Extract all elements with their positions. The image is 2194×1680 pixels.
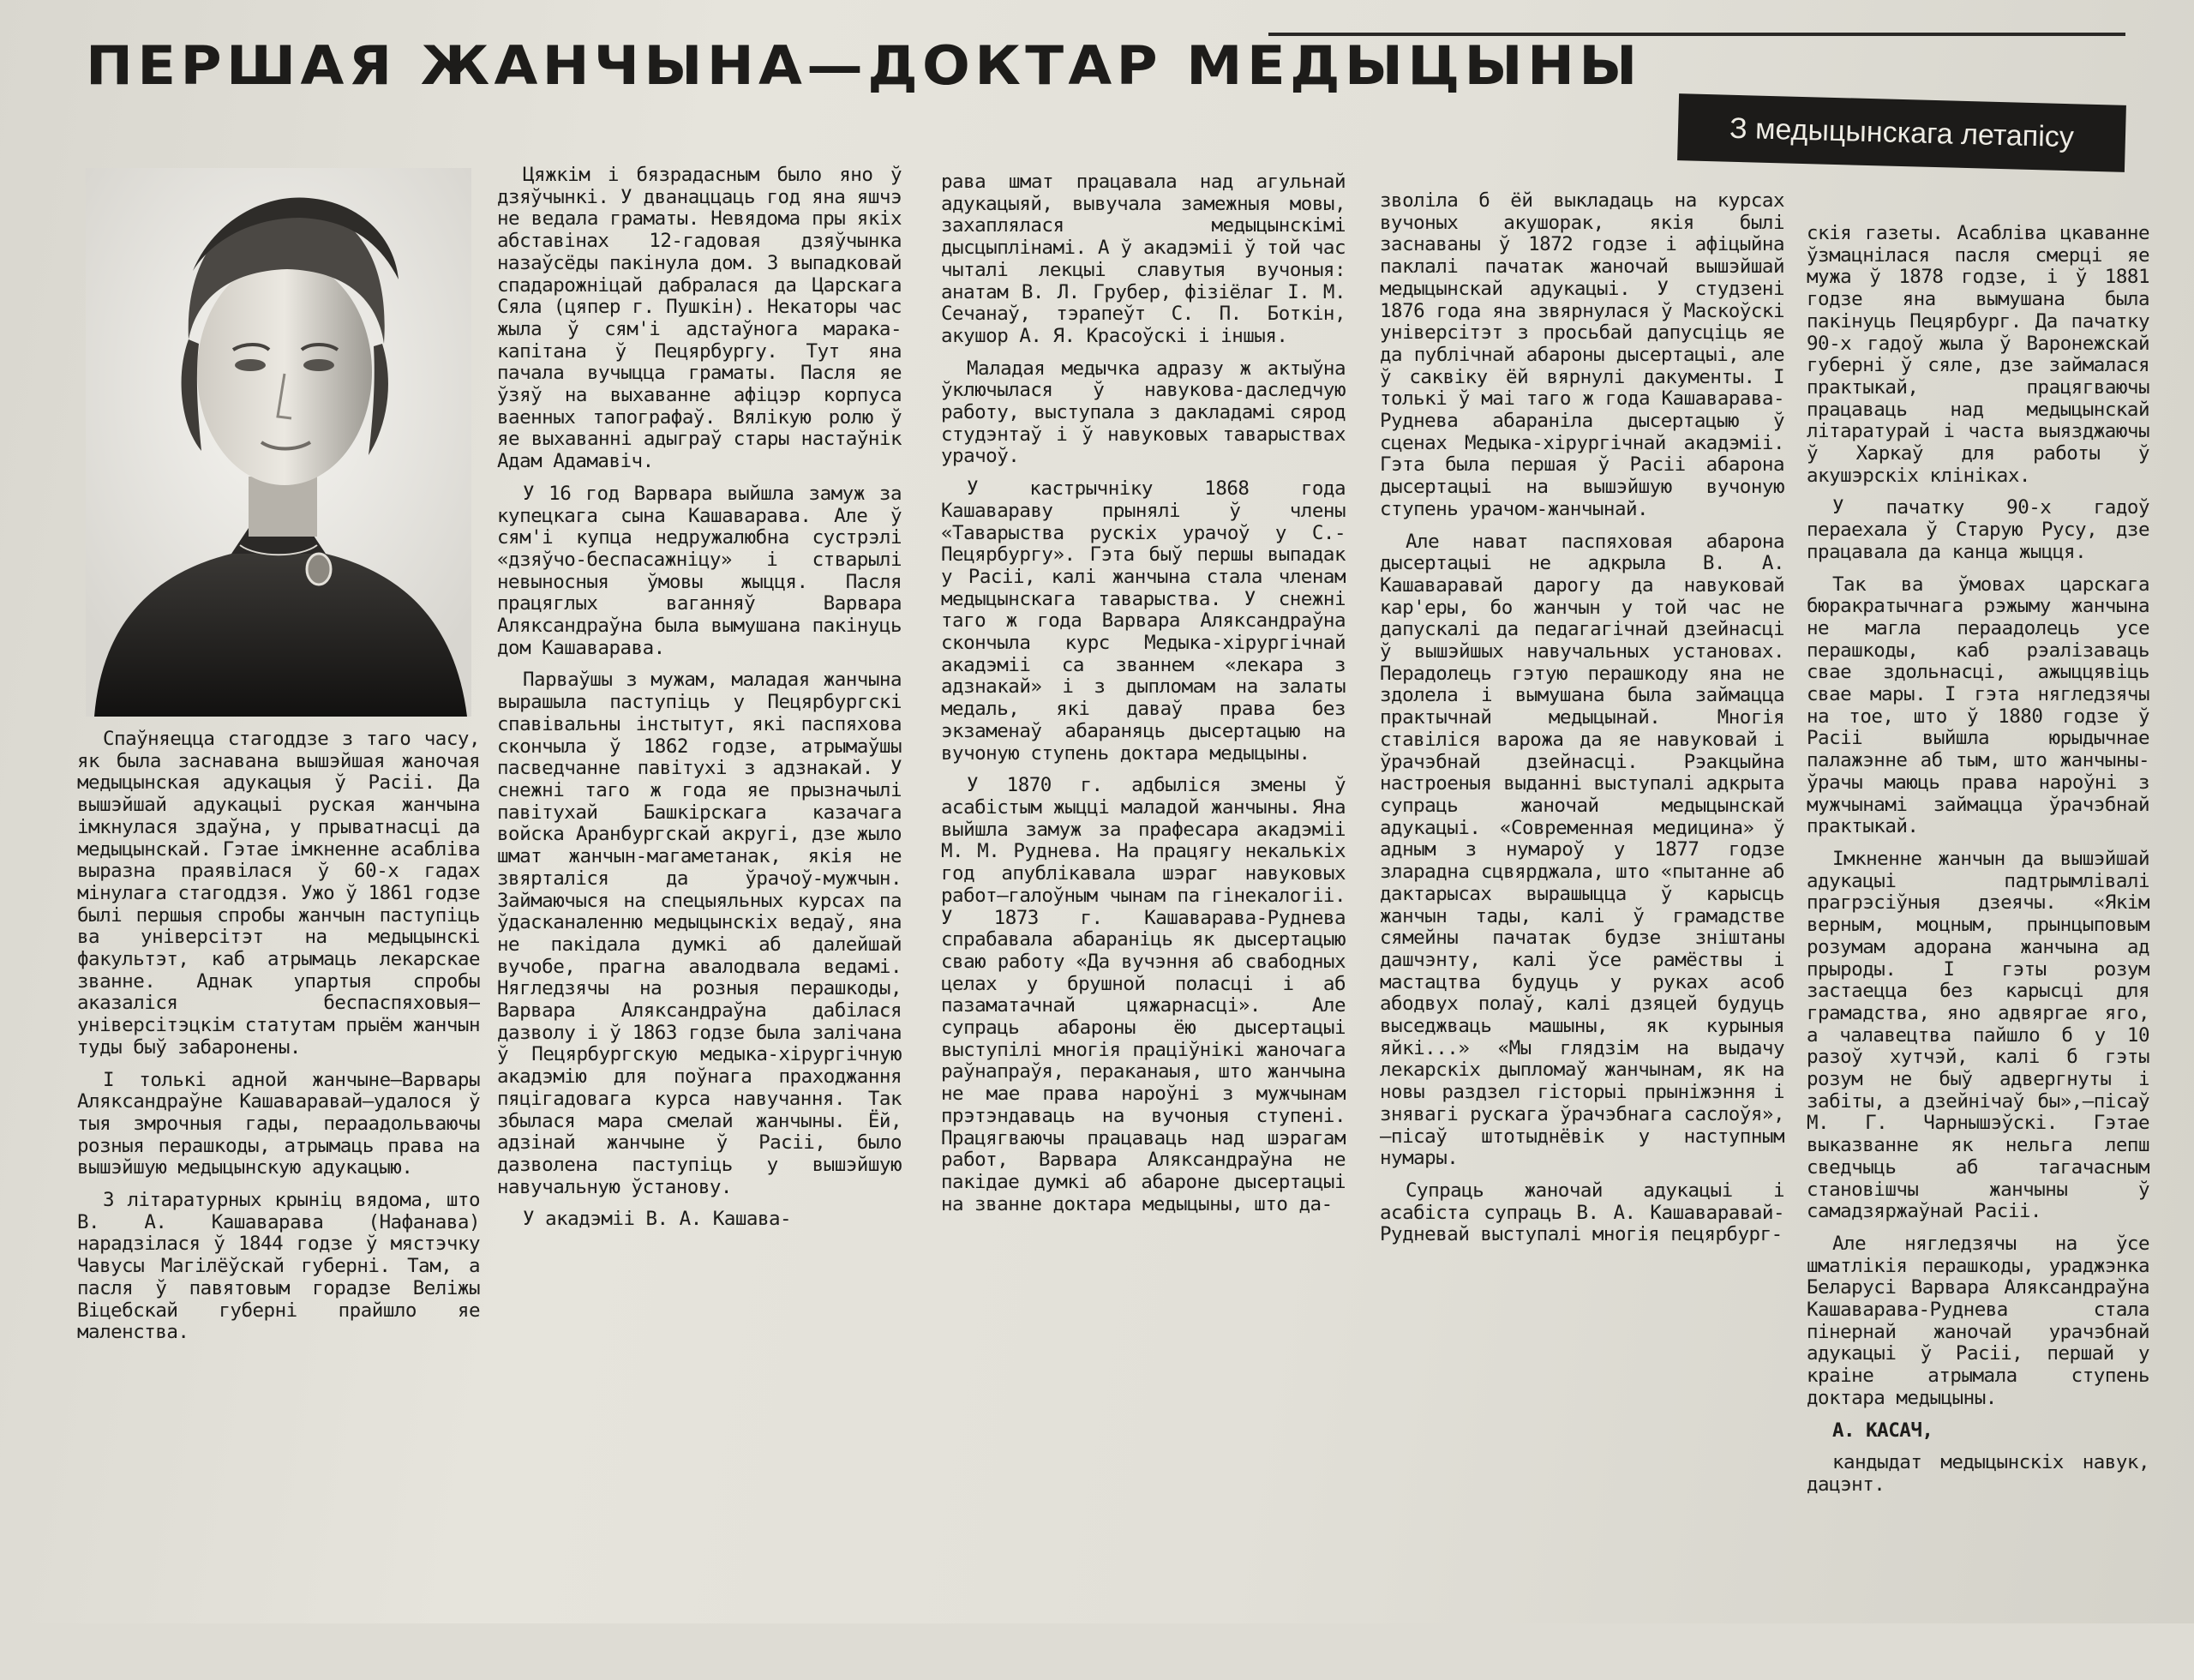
author-name: А. КАСАЧ,: [1832, 1419, 1933, 1442]
paragraph: Але нягледзячы на ўсе шматлікія перашкоды, ураджэнка Беларусі Варвара Аляксандраўна Кашаварава-Руднева стала пінернай жаночай урачэбнай адукацыі ў Расіі, першай у краіне атрымала ступень доктара медыцыны.: [1807, 1232, 2149, 1409]
paragraph: Маладая медычка адразу ж актыўна ўключылася ў навукова-даследчую работу, выступала з дакладамі сярод студэнтаў і ў навуковых таварыствах урачоў.: [941, 357, 1346, 468]
paragraph: І толькі адной жанчыне—Варвары Аляксандраўне Кашаваравай—удалося ў тыя змрочныя гады, пераадольваючы розныя перашкоды, атрымаць права на вышэйшую медыцынскую адукацыю.: [77, 1068, 480, 1179]
paragraph: Так ва ўмовах царскага бюракратычнага рэжыму жанчына не магла пераадолець усе перашкоды, каб рэалізаваць свае здольнасці, ажыццявіць свае мары. І гэта нягледзячы на тое, што ў 1880 годзе ў Расіі выйшла юрыдычнае палажэнне аб тым, што жанчыны-ўрачы маюць права нароўні з мужчынамі займацца ўрачэбнай практыкай.: [1807, 573, 2149, 838]
paragraph: Цяжкім і бязрадасным было яно ў дзяўчынкі. У дванаццаць год яна яшчэ не ведала граматы. Невядома пры якіх абставінах 12-гадовая дзяўчынка назаўсёды пакінула дом. З выпадковай спадарожніцай дабралася да Царскага Сяла (цяпер г. Пушкін). Некаторы час жыла ў сям'і адстаўнога марака-капітана ў Пецярбургу. Тут яна пачала вучыцца граматы. Пасля яе ўзяў на выхаванне афіцэр корпуса ваенных тапографаў. Вялікую ролю ў яе выхаванні адыграў стары настаўнік Адам Адамавіч.: [497, 165, 902, 473]
author-title: кандыдат медыцынскіх навук, дацэнт.: [1807, 1451, 2149, 1496]
paragraph: скія газеты. Асабліва цкаванне ўзмацнілася пасля смерці яе мужа ў 1878 годзе, і ў 1881 годзе яна вымушана была пакінуць Пецярбург. Да пачатку 90-х гадоў жыла ў Варонежскай губерні ў сяле, дзе займалася практыкай, працягваючы працаваць над медыцынскай літаратурай і часта выязджаючы ў Харкаў для работы ў акушэрскіх клініках.: [1807, 223, 2149, 487]
paragraph: У 16 год Варвара выйшла замуж за купецкага сына Кашаварава. Але ў сям'і купца недружалюбна сустрэлі «дзяўчо-беспасажніцу» і стварылі невыносныя ўмовы жыцця. Пасля працяглых ваганняў Варвара Аляксандраўна была вымушана пакінуць дом Кашаварава.: [497, 482, 902, 659]
portrait-engraving: [86, 168, 471, 717]
text-column-2: [497, 165, 902, 1622]
paragraph: У кастрычніку 1868 года Кашавараву прынялі ў члены «Таварыства рускіх урачоў у С.-Пецярбургу». Гэта быў першы выпадак у Расіі, калі жанчына стала членам медыцынскага таварыства. У снежні таго ж года Варвара Аляксандраўна скончыла курс Медыка-хірургічнай акадэміі са званнем «лекара з адзнакай» і з дыпломам на залаты медаль, які даваў права без экзаменаў абараняць дысертацыю на вучоную ступень доктара медыцыны.: [941, 477, 1346, 765]
paragraph: У пачатку 90-х гадоў пераехала ў Старую Русу, дзе працавала да канца жыцця.: [1807, 496, 2149, 563]
headline: ПЕРШАЯ ЖАНЧЫНА—ДОКТАР МЕДЫЦЫНЫ: [86, 34, 1642, 97]
paragraph: Імкненне жанчын да вышэйшай адукацыі падтрымлівалі прагрэсіўныя дзеячы. «Якім верным, моцным, прынцыповым розумам адорана жанчына ад прыроды. І гэты розум застаецца без карысці для грамадства, яно адвяргае яго, а чалавецтва пайшло б у 10 разоў хутчэй, калі б гэты розум не быў адвергнуты і забіты, а дзейнічаў бы»,—пісаў М. Г. Чарнышэўскі. Гэтае выказванне як нельга лепш сведчыць аб тагачасным становішчы жанчыны ў самадзяржаўнай Расіі.: [1807, 847, 2149, 1223]
paragraph: У акадэміі В. А. Кашава-: [523, 1208, 792, 1231]
paragraph: Парваўшы з мужам, маладая жанчына вырашыла паступіць у Пецярбургскі спавівальны інстытут, які паспяхова скончыла ў 1862 годзе, атрымаўшы пасведчанне павітухі з адзнакай. У снежні таго ж года яе прызначылі павітухай Башкірскага казачага войска Аранбургскай акругі, дзе жыло шмат жанчын-магаметанак, якія не звярталіся да ўрачоў-мужчын. Займаючыся на спецыяльных курсах па ўдасканаленню медыцынскіх ведаў, яна не пакідала думкі аб далейшай вучобе, прагна авалодвала ведамі. Нягледзячы на розныя перашкоды, Варвара Аляксандраўна дабілася дазволу і ў 1863 годзе была залічана ў Пецярбургскую медыка-хірургічную акадэмію для поўнага праходжання пяцігадовага курса навучання. Так збылася мара смелай жанчыны. Ёй, адзінай жанчыне ў Расіі, было дазволена паступіць у вышэйшую навучальную ўстанову.: [497, 669, 902, 1198]
paragraph: У 1870 г. адбыліся змены ў асабістым жыцці маладой жанчыны. Яна выйшла замуж за прафесара акадэміі М. М. Руднева. На працягу некалькіх год апублікавала шэраг навуковых работ—галоўным чынам па гінекалогіі. У 1873 г. Кашаварава-Руднева спрабавала абараніць як дысертацыю сваю работу «Да вучэння аб свабодных целах у брушной поласці і аб пазаматачнай цяжарнасці». Але супраць абароны ёю дысертацыі выступілі многія праціўнікі жаночага раўнапраўя, пераканаыя, што жанчына не мае права нароўні з мужчынам прэтэндаваць на вучоныя ступені. Працягваючы працаваць над шэрагам работ, Варвара Аляксандраўна не пакідае думкі аб абароне дысертацыі на званне доктара медыцыны, што да-: [941, 774, 1346, 1215]
paragraph: З літаратурных крыніц вядома, што В. А. Кашаварава (Нафанава) нарадзілася ў 1844 годзе ў мястэчку Чавусы Магілёўскай губерні. Там, а пасля ў павятовым горадзе Веліжы Віцебскай губерні прайшло яе маленства.: [77, 1189, 480, 1344]
text-column-3: [941, 171, 1346, 1629]
paragraph: Спаўняецца стагоддзе з таго часу, як была заснавана вышэйшая жаночая медыцынская адукацыя ў Расіі. Да вышэйшай адукацыі руская жанчына імкнулася здаўна, у прыватнасці да медыцынскай. Гэтае імкненне асабліва выразна праявілася ў 60-х гадах мінулага стагоддзя. Ужо ў 1861 годзе былі першыя спробы жанчын паступіць ва універсітэт на медыцынскі факультэт, каб атрымаць лекарскае званне. Аднак упартыя спробы аказаліся беспаспяховыя—універсітэцкім статутам прыём жанчын туды быў забаронены.: [77, 729, 480, 1059]
text-column-4: [1380, 190, 1784, 1647]
text-column-1: [77, 729, 480, 1620]
portrait-illustration: [86, 168, 471, 717]
section-rubric: З медыцынскага летапісу: [1677, 93, 2126, 172]
paragraph: Але нават паспяховая абарона дысертацыі не адкрыла В. А. Кашаваравай дарогу да навуковай кар'еры, бо жанчын у той час не дапускалі да педагагічнай дзейнасці ў вышэйшых навучальных установах. Перадолець гэтую перашкоду яна не здолела і вымушана была займацца практычнай медыцынай. Многія ставіліся варожа да яе навуковай і ўрачэбнай дзейнасці. Рэакцыйна настроеныя выданні выступалі адкрыта супраць жаночай медыцынскай адукацыі. «Современная медицина» ў адным з нумароў у 1877 годзе зларадна сцвярджала, што «пытанне аб дактарысах вырашыцца ў карысць жанчын тады, калі ў грамадстве сямейны пачатак будзе зніштаны дашчэнту, калі ўсе рамёствы і мастацтва будуць у руках асоб абодвух полаў, калі дзяцей будуць выседжваць машыны, як курыныя яйкі...» «Мы глядзім на выдачу лекарскіх дыпломаў жанчынам, як на новы раздзел гісторыі прыніжэння і знявагі рускага ўрачэбнага саслоўя»,—пісаў штотыднёвік у наступным нумары.: [1380, 530, 1784, 1170]
text-column-5: [1807, 223, 2149, 1680]
paragraph: Супраць жаночай адукацыі і асабіста супраць В. А. Кашаваравай-Рудневай выступалі многія пецярбург-: [1380, 1179, 1784, 1246]
paragraph: рава шмат працавала над агульнай адукацыяй, вывучала замежныя мовы, захаплялася медыцынскімі дысцыплінамі. А ў акадэміі ў той час чыталі лекцыі славутыя вучоныя: анатам В. Л. Грубер, фізіёлаг І. М. Сечанаў, тэрапеўт С. П. Боткін, акушор А. Я. Красоўскі і іншыя.: [941, 171, 1346, 347]
paragraph: зволіла б ёй выкладаць на курсах вучоных акушорак, якія былі заснаваны ў 1872 годзе і афіцыйна паклалі пачатак жаночай вышэйшай медыцынскай адукацыі. У студзені 1876 года яна звярнулася ў Маскоўскі універсітэт з просьбай дапусціць яе да публічнай абароны дысертацыі, але ў саквіку ёй вярнулі дакументы. І толькі ў маі таго ж года Кашаварава-Руднева абараніла дысертацыю ў сценах Медыка-хірургічнай акадэміі. Гэта была першая ў Расіі абарона дысертацыі на вышэйшую вучоную ступень урачом-жанчынай.: [1380, 190, 1784, 520]
